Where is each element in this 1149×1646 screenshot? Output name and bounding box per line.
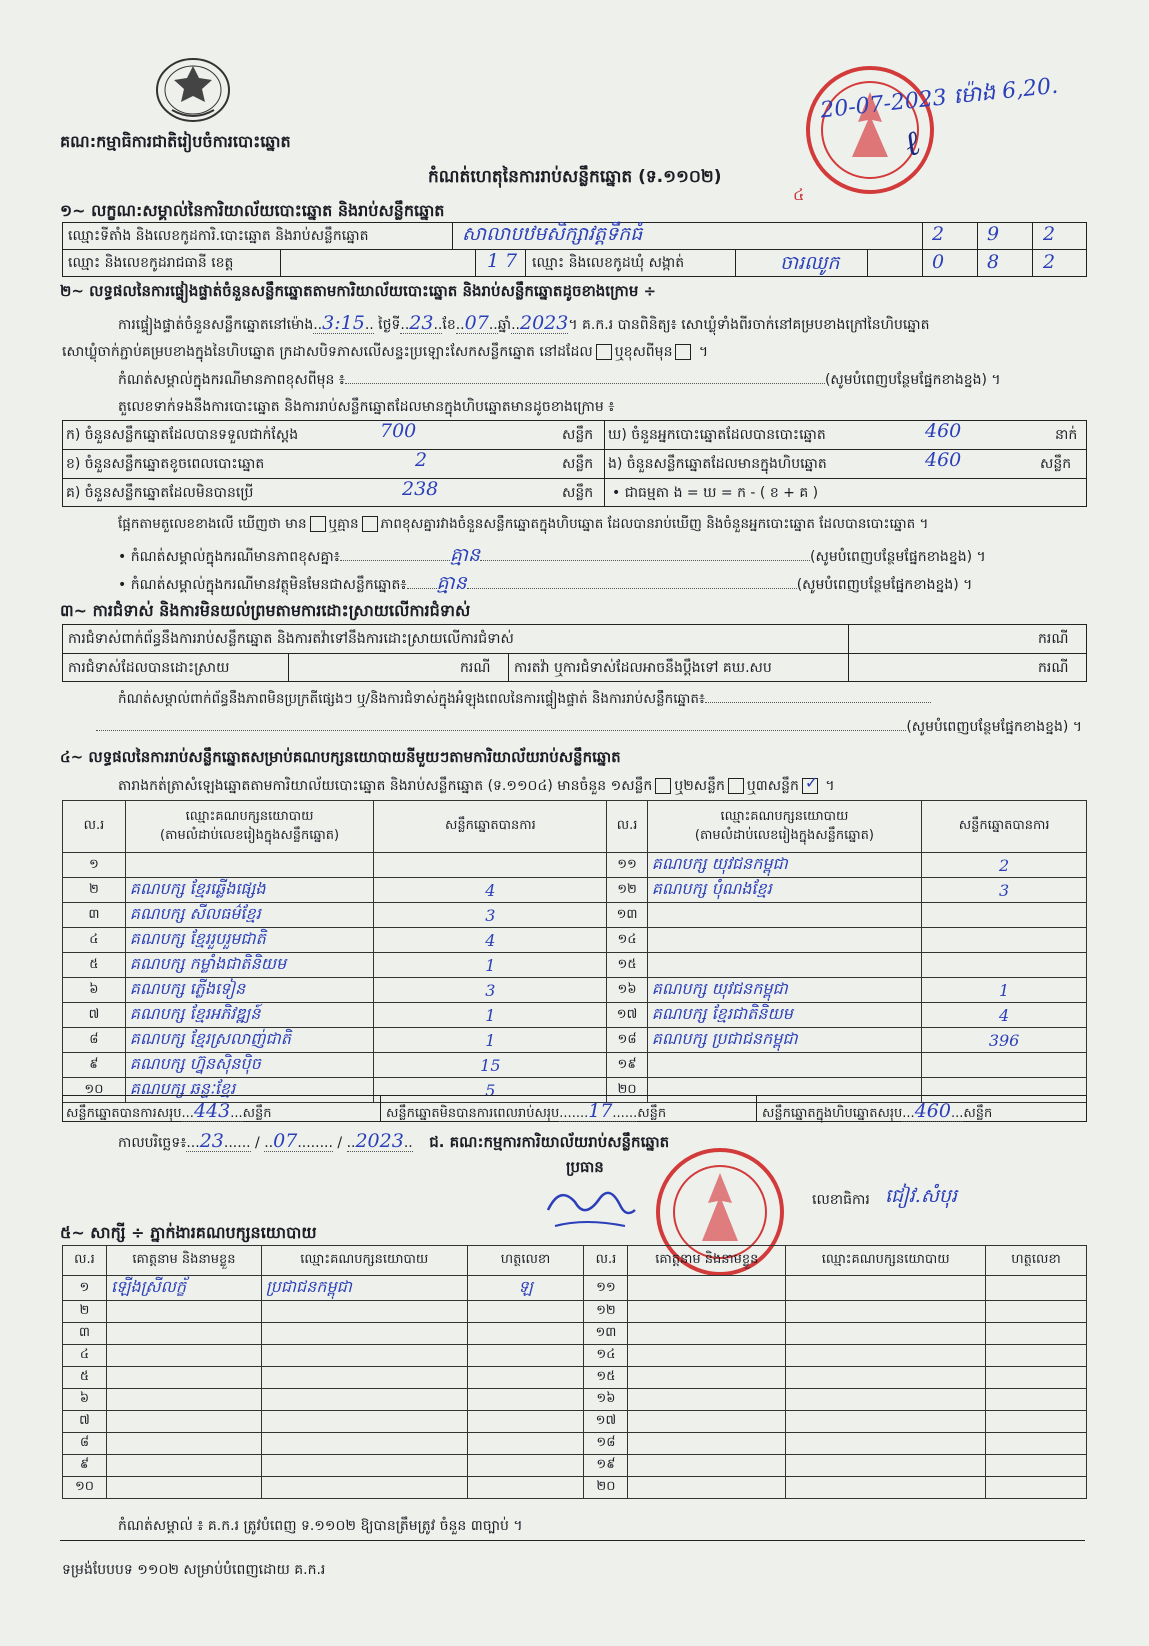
row-number: ២ (63, 1301, 107, 1323)
party-results-table (62, 800, 1087, 1103)
voters-label: ឃ) ចំនួនអ្នកបោះឆ្នោតដែលបានបោះឆ្នោត (608, 427, 826, 443)
witness-signature (467, 1433, 584, 1455)
witness-signature (467, 1455, 584, 1477)
table-row (63, 1455, 1087, 1477)
vote-count (922, 928, 1087, 953)
province-label: ឈ្មោះ និងលេខកូដរាជធានី ខេត្ត (68, 255, 234, 271)
col-header-name: គោត្តនាម និងនាមខ្លួន (106, 1246, 261, 1276)
witness-name (106, 1477, 261, 1499)
table-row (63, 1433, 1087, 1455)
witness-signature (986, 1345, 1087, 1367)
row-number: ១៨ (584, 1433, 628, 1455)
valid-total: សន្លឹកឆ្នោតបានការសរុប...443...សន្លឹក (66, 1100, 272, 1122)
witness-signature (467, 1389, 584, 1411)
has-difference-checkbox[interactable] (310, 516, 326, 532)
party-name: គណបក្ស យុវជនកម្ពុជា (647, 978, 921, 1003)
row-number: ៧ (63, 1003, 126, 1028)
witness-signature (986, 1455, 1087, 1477)
row-number: ១២ (607, 878, 647, 903)
secretary-name: ជៀវ.សំបុរ (885, 1185, 958, 1207)
two-sheets-checkbox[interactable] (728, 778, 744, 794)
vote-count: 15 (374, 1053, 607, 1078)
verification-line: ការផ្ទៀងផ្ទាត់ចំនួនសន្លឹកឆ្នោតនៅម៉ោង..3:15.. ថ្ងៃទី..23..ខែ..07..ឆ្នាំ..2023។ គ.ក.រ បានពិនិត្យ៖ សោឃ្លុំទាំងពីរចាក់នៅគម្របខាងក្រៅនៃហិបឆ្នោត (118, 312, 930, 334)
unused-ballots-value: 238 (402, 478, 439, 500)
table-row (63, 1003, 1087, 1028)
commune-label: ឈ្មោះ និងលេខកូដឃុំ សង្កាត់ (532, 255, 685, 271)
case-unit: ករណី (1038, 631, 1069, 647)
witness-party (261, 1477, 467, 1499)
witness-party (786, 1389, 986, 1411)
row-number: ១៥ (584, 1367, 628, 1389)
witness-signature (986, 1323, 1087, 1345)
witness-party (786, 1367, 986, 1389)
witness-party (261, 1301, 467, 1323)
witness-name (628, 1433, 786, 1455)
witness-party (261, 1323, 467, 1345)
table-row (63, 1345, 1087, 1367)
province-code-digit: 1 (487, 250, 500, 272)
col-header-party: ឈ្មោះគណបក្សនយោបាយ (តាមលំដាប់លេខរៀងក្នុងសន្លឹកឆ្នោត) (647, 801, 921, 853)
row-number: ១១ (607, 853, 647, 878)
col-header-party: ឈ្មោះគណបក្សនយោបាយ (261, 1246, 467, 1276)
witness-party (786, 1477, 986, 1499)
party-name (647, 903, 921, 928)
witness-name (628, 1367, 786, 1389)
witness-signature (986, 1301, 1087, 1323)
voters-value: 460 (925, 420, 962, 442)
row-number: ១៤ (607, 928, 647, 953)
table-row (63, 1477, 1087, 1499)
witness-party (786, 1345, 986, 1367)
row-number: ១៩ (607, 1053, 647, 1078)
col-header-votes: សន្លឹកឆ្នោតបានការ (922, 801, 1087, 853)
row-number: ១៨ (607, 1028, 647, 1053)
box-ballots-label: ង) ចំនួនសន្លឹកឆ្នោតដែលមានក្នុងហិបឆ្នោត (608, 456, 827, 472)
row-number: ១០ (63, 1477, 107, 1499)
witness-name (106, 1345, 261, 1367)
signing-date-line: កាលបរិច្ឆេទ៖...23...... / ..07........ / ..2023.. ជ. គណ:កម្មការការិយាល័យរាប់សន្លឹកឆ្នោត (118, 1130, 670, 1152)
witness-signature (986, 1433, 1087, 1455)
invalid-total: សន្លឹកឆ្នោតមិនបានការពេលរាប់សរុប.......17......សន្លឹក (386, 1100, 667, 1122)
col-header-name: គោត្តនាម និងនាមខ្លួន (628, 1246, 786, 1276)
witness-signature (467, 1323, 584, 1345)
commune-code-digit: 2 (1043, 251, 1056, 273)
party-name: គណបក្ស ឆន្ទៈខ្មែរ (125, 1078, 374, 1103)
station-code-digit: 9 (987, 223, 1000, 245)
row-number: ៤ (63, 928, 126, 953)
witness-signature: ឡ (467, 1276, 584, 1301)
party-name: គណបក្ស ខ្មែរជាតិនិយម (647, 1003, 921, 1028)
vote-count: 5 (374, 1078, 607, 1103)
table-row (63, 878, 1087, 903)
row-number: ១ (63, 853, 126, 878)
vote-count: 4 (374, 878, 607, 903)
witness-name (628, 1323, 786, 1345)
table-row (63, 1053, 1087, 1078)
row-number: ៥ (63, 953, 126, 978)
witness-signature (467, 1301, 584, 1323)
witness-name (628, 1276, 786, 1301)
section4-title: ៤~ លទ្ធផលនៃការរាប់សន្លឹកឆ្នោតសម្រាប់គណបក្សនយោបាយនីមួយៗតាមការិយាល័យរាប់សន្លឹកឆ្នោត (60, 748, 621, 766)
col-header-signature: ហត្ថលេខា (986, 1246, 1087, 1276)
table-row (63, 1411, 1087, 1433)
row-number: ៦ (63, 978, 126, 1003)
col-header-no: ល.រ (584, 1246, 628, 1276)
row-number: ១១ (584, 1276, 628, 1301)
vote-count: 396 (922, 1028, 1087, 1053)
witness-name (628, 1477, 786, 1499)
received-ballots-label: ក) ចំនួនសន្លឹកឆ្នោតដែលបានទទួលជាក់ស្តែង (66, 427, 299, 443)
witness-party: ប្រជាជនកម្ពុជា (261, 1276, 467, 1301)
witness-signature (986, 1389, 1087, 1411)
row-number: ៨ (63, 1433, 107, 1455)
case-unit: ករណី (1038, 660, 1069, 676)
witness-signature (467, 1477, 584, 1499)
spoiled-ballots-label: ខ) ចំនួនសន្លឹកឆ្នោតខូចពេលបោះឆ្នោត (66, 456, 265, 472)
unit: សន្លឹក (562, 485, 594, 501)
check-mark-icon: ✓ (804, 773, 819, 792)
table-row (63, 953, 1087, 978)
witness-signature (467, 1345, 584, 1367)
vote-count: 3 (922, 878, 1087, 903)
row-number: ៩ (63, 1455, 107, 1477)
appeal-label: ការតវ៉ា ឬការជំទាស់ដែលអាចនឹងប្តឹងទៅ គឃ.សប (514, 660, 772, 676)
corner-mark: ៤ (793, 185, 805, 204)
box-ballots-value: 460 (925, 449, 962, 471)
vote-count (922, 1053, 1087, 1078)
discrepancy-line: ផ្អែកតាមតួលេខខាងលើ ឃើញថា មាន ឬគ្មាន ភាពខុសគ្នារវាងចំនួនសន្លឹកឆ្នោតក្នុងហិបឆ្នោត ដែលបានរាប់ឃើញ និងចំនួនអ្នកបោះឆ្នោត ដែលបានបោះឆ្នោត ។ (118, 516, 929, 532)
vote-count: 3 (374, 978, 607, 1003)
witness-party (261, 1455, 467, 1477)
witness-signature (986, 1411, 1087, 1433)
witness-name (628, 1389, 786, 1411)
witness-name (628, 1301, 786, 1323)
station-code-digit: 2 (1043, 223, 1056, 245)
official-seal-icon (800, 62, 950, 197)
vote-count: 1 (374, 953, 607, 978)
row-number: ២០ (607, 1078, 647, 1103)
party-name: គណបក្ស កម្លាំងជាតិនិយម (125, 953, 374, 978)
col-header-no: ល.រ (63, 1246, 107, 1276)
table-row (63, 1276, 1087, 1301)
party-name (647, 1053, 921, 1078)
seal-check-line: សោឃ្លុំចាក់ភ្ជាប់គម្របខាងក្នុងនៃហិបឆ្នោត ក្រដាសបិទភាសលើសន្ទះប្រឡោះសែកសន្លឹកឆ្នោត នៅដដែល ឬខុសពីមុន ។ (62, 344, 709, 360)
vote-count: 4 (922, 1003, 1087, 1028)
section3-title: ៣~ ការជំទាស់ និងការមិនយល់ព្រមតាមការដោះស្រាយលើការជំទាស់ (60, 601, 471, 620)
witness-party (261, 1389, 467, 1411)
stamp-date-note: 20-07-2023 ម៉ោង 6,20. (819, 73, 1060, 124)
witness-name (628, 1411, 786, 1433)
row-number: ១៩ (584, 1455, 628, 1477)
col-header-party: ឈ្មោះគណបក្សនយោបាយ (តាមលំដាប់លេខរៀងក្នុងសន្លឹកឆ្នោត) (125, 801, 374, 853)
corner-signature: ℓ (899, 122, 926, 166)
vote-count: 1 (374, 1028, 607, 1053)
unit: សន្លឹក (1040, 456, 1072, 472)
tally-sheet-line: តារាងកត់ត្រាសំឡេងឆ្នោតតាមការិយាល័យបោះឆ្នោត និងរាប់សន្លឹកឆ្នោត (ទ.១១០៤) មានចំនួន ១សន្លឹក ឬ២សន្លឹក ឬ៣សន្លឹក ✓ ។ (118, 773, 835, 794)
changed-checkbox[interactable] (675, 344, 691, 360)
witness-party (786, 1433, 986, 1455)
table-row (63, 903, 1087, 928)
row-number: ៧ (63, 1411, 107, 1433)
witness-party (261, 1367, 467, 1389)
station-code-digit: 2 (932, 223, 945, 245)
unused-ballots-label: គ) ចំនួនសន្លឹកឆ្នោតដែលមិនបានប្រើ (66, 485, 254, 501)
witness-party (786, 1455, 986, 1477)
witness-name (106, 1433, 261, 1455)
form-title: កំណត់ហេតុនៃការរាប់សន្លឹកឆ្នោត (ទ.១១០២) (428, 167, 722, 187)
commune-code-digit: 8 (987, 251, 1000, 273)
witness-name (106, 1455, 261, 1477)
witness-signature (986, 1367, 1087, 1389)
party-name: គណបក្ស ប៉ំណងខ្មែរ (647, 878, 921, 903)
three-sheets-checkbox[interactable] (802, 773, 819, 794)
unit: នាក់ (1055, 427, 1078, 443)
irregularity-note: កំណត់សម្គាល់ពាក់ព័ន្ធនឹងភាពមិនប្រក្រតីផ្សេងៗ ឬ/និងការជំទាស់ក្នុងអំឡុងពេលនៃការផ្ទៀងផ្ទាត់ និងការរាប់សន្លឹកឆ្នោត៖ (118, 690, 931, 710)
row-number: ១ (63, 1276, 107, 1301)
row-number: ១៥ (607, 953, 647, 978)
witness-party (261, 1411, 467, 1433)
party-name: គណបក្ស ហ្វ៊ុនស៊ិនប៉ិច (125, 1053, 374, 1078)
witness-signature (986, 1477, 1087, 1499)
unit: សន្លឹក (562, 456, 594, 472)
party-name: គណបក្ស ខ្មែររួបរួមជាតិ (125, 928, 374, 953)
table-row (63, 1389, 1087, 1411)
nec-emblem-icon (152, 52, 234, 124)
col-header-signature: ហត្ថលេខា (467, 1246, 584, 1276)
one-sheet-checkbox[interactable] (655, 778, 671, 794)
row-number: ១៣ (584, 1323, 628, 1345)
witness-party (786, 1276, 986, 1301)
witness-name (106, 1323, 261, 1345)
table-row (63, 1301, 1087, 1323)
col-header-votes: សន្លឹកឆ្នោតបានការ (374, 801, 607, 853)
party-name: គណបក្ស ខ្មែរស្រលាញ់ជាតិ (125, 1028, 374, 1053)
vote-count: 1 (374, 1003, 607, 1028)
row-number: ១៦ (584, 1389, 628, 1411)
witness-signature (986, 1276, 1087, 1301)
row-number: ៦ (63, 1389, 107, 1411)
row-number: ៤ (63, 1345, 107, 1367)
witness-name (628, 1345, 786, 1367)
party-name: គណបក្ស ខ្មែរឆ្លើងផ្សេង (125, 878, 374, 903)
witness-name (106, 1411, 261, 1433)
figures-intro: តួលេខទាក់ទងនឹងការបោះឆ្នោត និងការរាប់សន្លឹកឆ្នោតដែលមានក្នុងហិបឆ្នោតមានដូចខាងក្រោម ៖ (118, 399, 615, 415)
province-code-digit: 7 (505, 250, 518, 272)
witness-party (786, 1323, 986, 1345)
row-number: ៥ (63, 1367, 107, 1389)
polling-station-label: ឈ្មោះទីតាំង និងលេខកូដការិ.បោះឆ្នោត និងរាប់សន្លឹកឆ្នោត (68, 228, 369, 244)
table-row (63, 853, 1087, 878)
witness-party (786, 1411, 986, 1433)
unit: សន្លឹក (562, 427, 594, 443)
org-name: គណ:កម្មាធិការជាតិរៀបចំការបោះឆ្នោត (60, 132, 291, 151)
unchanged-checkbox[interactable] (596, 344, 612, 360)
col-header-no: ល.រ (63, 801, 126, 853)
section5-title: ៥~ សាក្សី ÷ ភ្នាក់ងារគណបក្សនយោបាយ (60, 1223, 317, 1242)
vote-count: 2 (922, 853, 1087, 878)
witness-party (261, 1433, 467, 1455)
non-ballot-note: • កំណត់សម្គាល់ក្នុងករណីមានវត្ថុមិនមែនជាសន្លឹកឆ្នោត៖ គ្មាន (សូមបំពេញបន្ថែមផ្នែកខាងខ្នង) ។ (118, 572, 973, 594)
party-name: គណបក្ស យុវជនកម្ពុជា (647, 853, 921, 878)
case-unit: ករណី (460, 660, 491, 676)
col-header-party: ឈ្មោះគណបក្សនយោបាយ (786, 1246, 986, 1276)
witness-name (106, 1367, 261, 1389)
witness-name (106, 1301, 261, 1323)
commune-code-digit: 0 (932, 251, 945, 273)
row-number: ១៦ (607, 978, 647, 1003)
table-row (63, 928, 1087, 953)
witness-table (62, 1245, 1087, 1499)
spoiled-ballots-value: 2 (415, 449, 428, 471)
vote-count (374, 853, 607, 878)
witness-name: ឡើងស្រីលក្ខ័ (106, 1276, 261, 1301)
vote-count: 1 (922, 978, 1087, 1003)
objection-row-label: ការជំទាស់ពាក់ព័ន្ធនឹងការរាប់សន្លឹកឆ្នោត និងការតវ៉ាទៅនឹងការដោះស្រាយលើការជំទាស់ (68, 631, 514, 647)
president-signature (540, 1180, 640, 1236)
witness-party (261, 1345, 467, 1367)
col-header-no: ល.រ (607, 801, 647, 853)
witness-party (786, 1301, 986, 1323)
box-total: សន្លឹកឆ្នោតក្នុងហិបឆ្នោតសរុប...460...សន្លឹក (762, 1100, 993, 1122)
witness-signature (467, 1367, 584, 1389)
row-number: ៩ (63, 1053, 126, 1078)
vote-count: 4 (374, 928, 607, 953)
row-number: ២ (63, 878, 126, 903)
row-number: ១៤ (584, 1345, 628, 1367)
secretary-label: លេខាធិការ (812, 1192, 870, 1208)
row-number: ២០ (584, 1477, 628, 1499)
witness-name (628, 1455, 786, 1477)
row-number: ១២ (584, 1301, 628, 1323)
witness-name (106, 1389, 261, 1411)
row-number: ៨ (63, 1028, 126, 1053)
table-row (63, 1028, 1087, 1053)
party-name (125, 853, 374, 878)
footnote: កំណត់សម្គាល់ ៖ គ.ក.រ ត្រូវបំពេញ ទ.១១០២ ឱ្យបានត្រឹមត្រូវ ចំនួន ៣ច្បាប់ ។ (118, 1518, 523, 1534)
vote-count (922, 903, 1087, 928)
formula: • ជាធម្មតា ង = ឃ = ក - ( ខ + គ ) (612, 485, 819, 501)
witness-signature (467, 1411, 584, 1433)
polling-station-name: សាលាបឋមសិក្សាវត្តទឹកធំ (462, 223, 643, 245)
party-name: គណបក្ស សីលធម៌ខ្មែរ (125, 903, 374, 928)
party-name: គណបក្ស ភ្លើងទៀន (125, 978, 374, 1003)
party-name: គណបក្ស ប្រជាជនកម្ពុជា (647, 1028, 921, 1053)
vote-count: 3 (374, 903, 607, 928)
section1-title: ១~ លក្ខណ:សម្គាល់នៃការិយាល័យបោះឆ្នោត និងរាប់សន្លឹកឆ្នោត (60, 201, 445, 220)
president-label: ប្រធាន (566, 1158, 604, 1176)
row-number: ៣ (63, 1323, 107, 1345)
row-number: ១៧ (607, 1003, 647, 1028)
resolved-objection-label: ការជំទាស់ដែលបានដោះស្រាយ (68, 660, 230, 676)
no-difference-checkbox[interactable] (362, 516, 378, 532)
row-number: ១៧ (584, 1411, 628, 1433)
party-name: គណបក្ស ខ្មែរអភិវឌ្ឍន៍ (125, 1003, 374, 1028)
difference-note: • កំណត់សម្គាល់ក្នុងករណីមានភាពខុសគ្នា៖ គ្មាន (សូមបំពេញបន្ថែមផ្នែកខាងខ្នង) ។ (118, 544, 986, 566)
commune-name: ចារឈូក (780, 252, 840, 274)
table-row (63, 1323, 1087, 1345)
party-name (647, 928, 921, 953)
table-row (63, 978, 1087, 1003)
party-name (647, 953, 921, 978)
received-ballots-value: 700 (380, 420, 417, 442)
row-number: ១៣ (607, 903, 647, 928)
row-number: ១០ (63, 1078, 126, 1103)
form-footer: ទម្រង់បែបបទ ១១០២ សម្រាប់បំពេញដោយ គ.ក.រ (62, 1562, 326, 1578)
section2-title: ២~ លទ្ធផលនៃការផ្ទៀងផ្ទាត់ចំនួនសន្លឹកឆ្នោតតាមការិយាល័យបោះឆ្នោត និងរាប់សន្លឹកឆ្នោតដូចខាងក្រោម ÷ (60, 282, 657, 300)
irregularity-note-cont: (សូមបំពេញបន្ថែមផ្នែកខាងខ្នង) ។ (62, 717, 1082, 738)
vote-count (922, 953, 1087, 978)
row-number: ៣ (63, 903, 126, 928)
difference-note-line: កំណត់សម្គាល់ក្នុងករណីមានភាពខុសពីមុន ៖ (សូមបំពេញបន្ថែមផ្នែកខាងខ្នង) ។ (118, 372, 1001, 388)
table-row (63, 1367, 1087, 1389)
